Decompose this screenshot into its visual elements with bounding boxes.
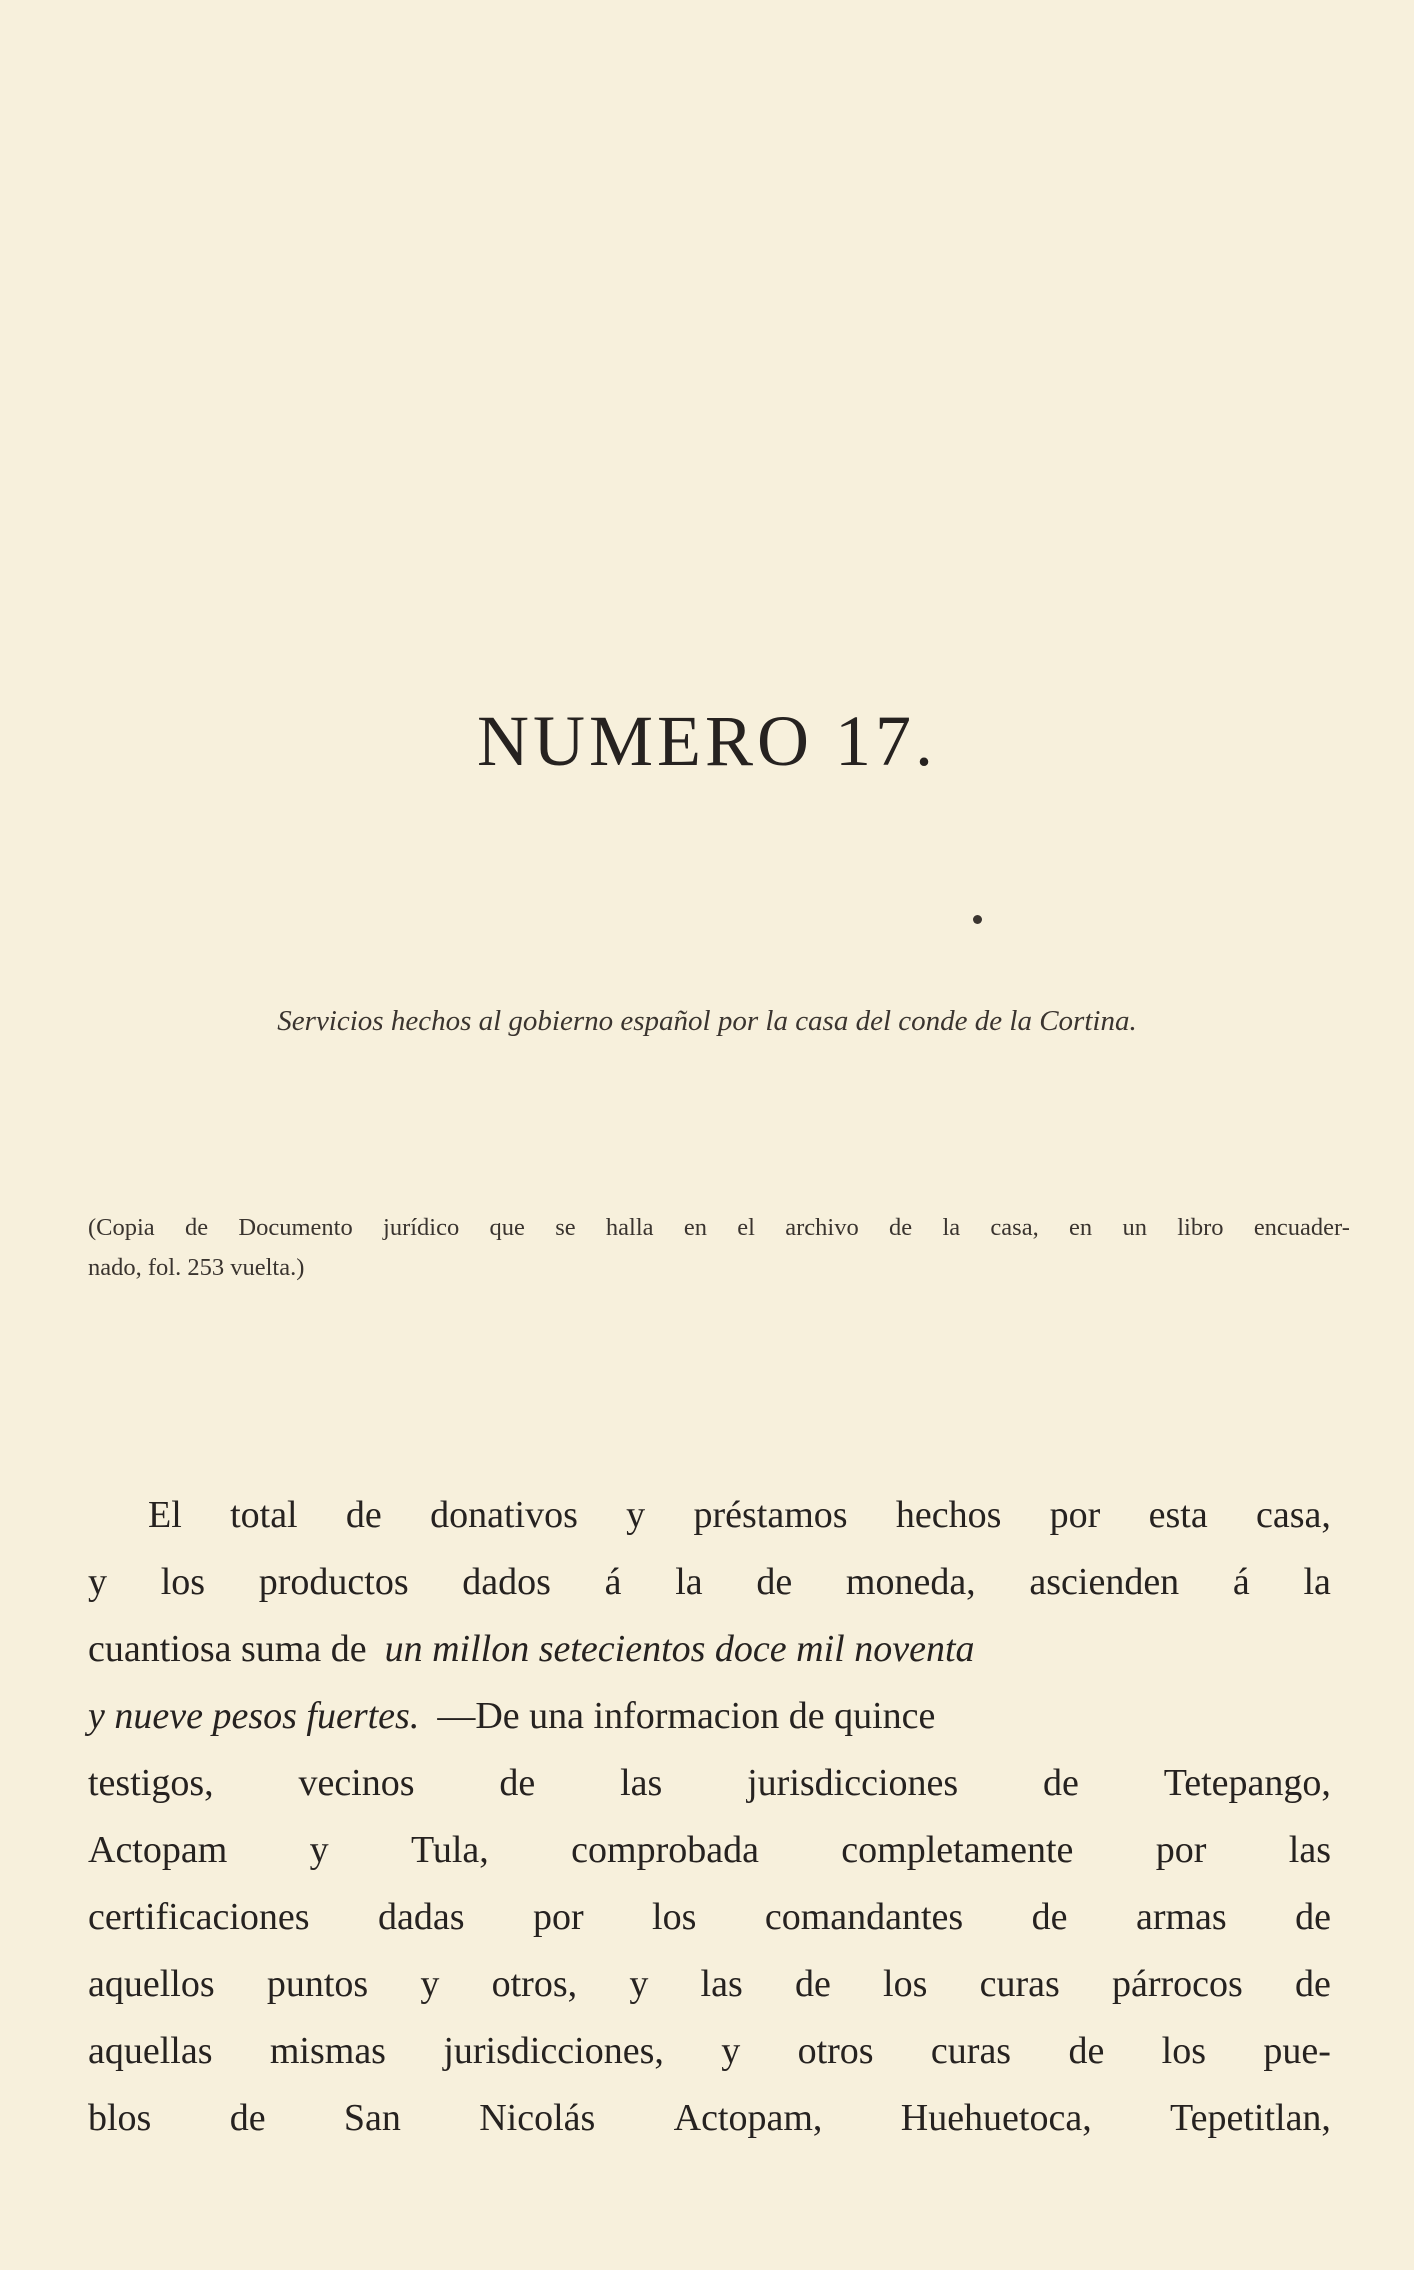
word: moneda, [845,1561,976,1603]
word: hechos [895,1494,1002,1536]
word: la [942,1214,961,1241]
word: puntos [266,1963,369,2005]
word: completamente [841,1829,1074,1871]
word: y [88,1561,107,1603]
word: y [420,1963,440,2005]
word: de [756,1561,793,1603]
word: por [532,1896,584,1938]
word: otros [797,2030,874,2072]
word: pue- [1263,2030,1331,2072]
body-line-1 [88,1482,1331,1549]
word: blos [88,2097,152,2139]
body-text-4b: —De una informacion de quince [437,1695,936,1737]
word: de [184,1214,209,1241]
word: Tepetitlan, [1170,2097,1331,2139]
word: por [1155,1829,1207,1871]
source-note [88,1208,1350,1288]
word: libro [1177,1214,1224,1241]
word: otros, [491,1963,578,2005]
word: de [229,2097,266,2139]
word: encuader- [1253,1214,1350,1241]
word: donativos [430,1494,578,1536]
decorative-dot [973,915,982,924]
word: halla [605,1214,654,1241]
word: de [1295,1963,1331,2005]
word: total [230,1494,298,1536]
word: los [652,1896,697,1938]
word: productos [258,1561,409,1603]
word: San [343,2097,401,2139]
body-text-4a-italic: y nueve pesos fuertes. [88,1695,420,1737]
body-text-3b-italic: un millon setecientos doce mil noventa [384,1628,975,1670]
bleed-through-decoration [100,50,1100,570]
word: las [620,1762,663,1804]
word: que [489,1214,525,1241]
word: de [345,1494,382,1536]
body-line-5 [88,1750,1331,1817]
word: ascienden [1029,1561,1180,1603]
word: la [675,1561,703,1603]
word: (Copia [88,1214,155,1241]
word: archivo [785,1214,859,1241]
word: comandantes [764,1896,964,1938]
word: los [883,1963,928,2005]
word: de [1295,1896,1331,1938]
word: de [1043,1762,1079,1804]
word: y [626,1494,646,1536]
word: préstamos [693,1494,848,1536]
source-note-line-2 [88,1248,1350,1288]
word: las [1288,1829,1331,1871]
word: jurisdicciones, [443,2030,664,2072]
word: párrocos [1111,1963,1243,2005]
word: aquellas [88,2030,213,2072]
word: Nicolás [479,2097,596,2139]
word: vecinos [298,1762,415,1804]
word: mismas [269,2030,386,2072]
body-text-3a: cuantiosa suma de [88,1628,367,1670]
word: se [555,1214,576,1241]
word: y [629,1963,649,2005]
word: jurisdicciones [747,1762,959,1804]
body-line-10 [88,2085,1331,2152]
word: El [148,1494,182,1536]
body-line-3 [88,1616,1331,1683]
page-heading: NUMERO 17. [476,701,937,781]
word: aquellos [88,1963,215,2005]
word: esta [1148,1494,1208,1536]
body-line-8 [88,1951,1331,2018]
page-subtitle: Servicios hechos al gobierno español por la casa del conde de la Cortina. [277,1005,1137,1037]
word: dados [462,1561,551,1603]
word: de [499,1762,536,1804]
body-paragraph [88,1482,1331,2152]
word: en [1069,1214,1093,1241]
word: por [1049,1494,1101,1536]
body-line-2 [88,1549,1331,1616]
word: y [309,1829,329,1871]
word: comprobada [571,1829,759,1871]
word: testigos, [88,1762,214,1804]
source-note-text-2: nado, fol. 253 vuelta.) [88,1254,305,1281]
word: Actopam, [673,2097,823,2139]
word: los [160,1561,206,1603]
word: de [1031,1896,1068,1938]
word: la [1303,1561,1331,1603]
word: á [604,1561,622,1603]
word: y [721,2030,741,2072]
word: de [1068,2030,1105,2072]
word: casa, [990,1214,1039,1241]
word: certificaciones [88,1896,310,1938]
word: el [737,1214,755,1241]
body-line-9 [88,2018,1331,2085]
word: dadas [377,1896,465,1938]
word: de [794,1963,831,2005]
word: Huehuetoca, [900,2097,1092,2139]
word: las [700,1963,743,2005]
body-line-6 [88,1817,1331,1884]
word: Tula, [410,1829,489,1871]
body-line-4 [88,1683,1331,1750]
word: á [1232,1561,1250,1603]
word: casa, [1256,1494,1331,1536]
word: Actopam [88,1829,228,1871]
word: jurídico [383,1214,460,1241]
word: armas [1135,1896,1227,1938]
body-line-7 [88,1884,1331,1951]
word: Tetepango, [1163,1762,1331,1804]
word: curas [930,2030,1012,2072]
word: en [683,1214,707,1241]
word: Documento [238,1214,353,1241]
source-note-line-1 [88,1208,1350,1248]
word: curas [979,1963,1060,2005]
word: de [889,1214,913,1241]
word: un [1122,1214,1147,1241]
word: los [1161,2030,1207,2072]
